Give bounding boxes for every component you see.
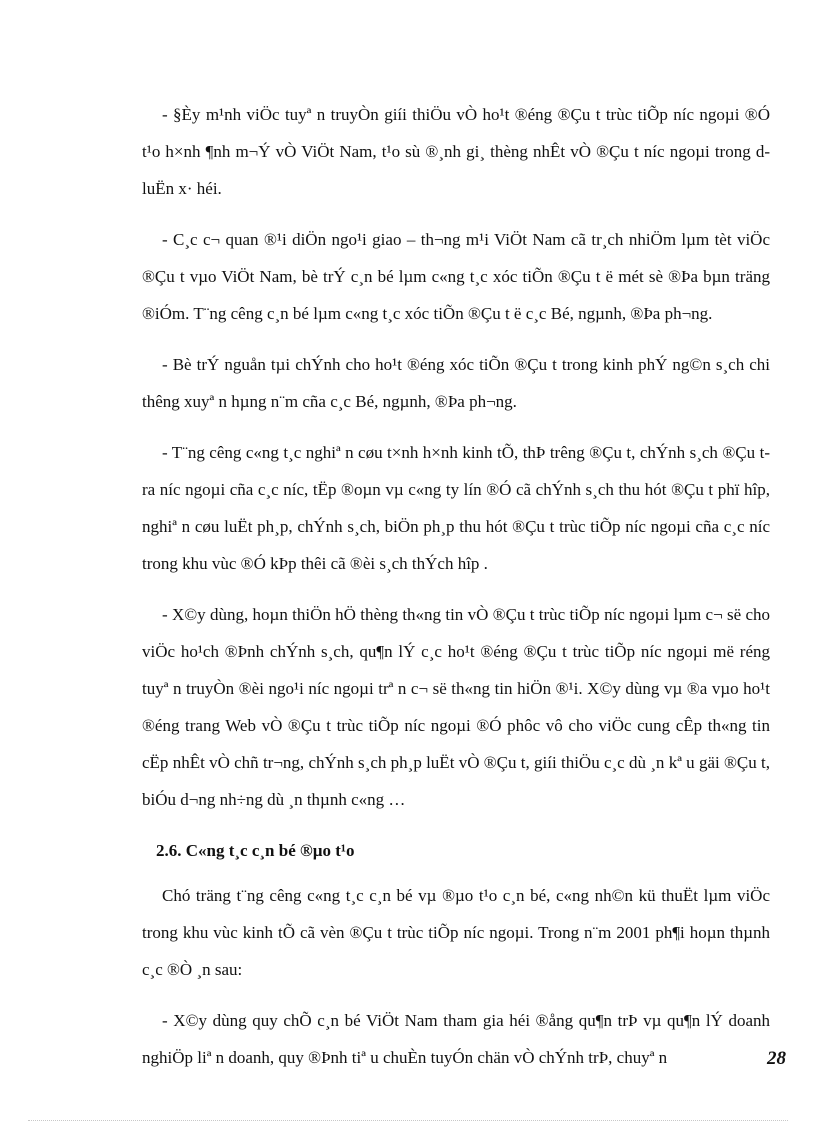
page-bottom-divider [28, 1120, 788, 1121]
section-heading: 2.6. C«ng t¸c c¸n bé ®µo t¹o [156, 841, 355, 860]
body-paragraph-5: - X©y dùng, hoµn thiÖn hÖ thèng th«ng tin vÒ ®Çu t trùc tiÕp níc ngoµi lµm c¬ së cho viÖc ho¹ch ®Þnh chÝnh s¸ch, qu¶n lÝ c¸c ho¹t ®éng ®Çu t trùc tiÕp níc ngoµi më réng tuyª n truyÒn ®èi ngo¹i níc ngoµi trª n c¬ së th«ng tin hiÖn ®¹i. X©y dùng vµ ®a vµo ho¹t ®éng trang Web vÒ ®Çu t trùc tiÕp níc ngoµi ®Ó phôc vô cho viÖc cung cÊp th«ng tin cËp nhÊt vÒ chñ tr¬ng, chÝnh s¸ch ph¸p luËt vÒ ®Çu t, giíi thiÖu c¸c dù ¸n kª u gäi ®Çu t, biÓu d¬ng nh÷ng dù ¸n thµnh c«ng … [142, 605, 770, 809]
page-content [142, 96, 770, 1090]
body-paragraph-2: - C¸c c¬ quan ®¹i diÖn ngo¹i giao – th¬ng m¹i ViÖt Nam cã tr¸ch nhiÖm lµm tèt viÖc ®Çu t vµo ViÖt Nam, bè trÝ c¸n bé lµm c«ng t¸c xóc tiÕn ®Çu t ë mét sè ®Þa bµn träng ®iÓm. T¨ng cêng c¸n bé lµm c«ng t¸c xóc tiÕn ®Çu t ë c¸c Bé, ngµnh, ®Þa ph¬ng. [142, 230, 770, 323]
body-paragraph-3: - Bè trÝ nguån tµi chÝnh cho ho¹t ®éng xóc tiÕn ®Çu t trong kinh phÝ ng©n s¸ch chi thêng xuyª n hµng n¨m cña c¸c Bé, ngµnh, ®Þa ph¬ng. [142, 355, 770, 411]
page-number: 28 [767, 1048, 786, 1069]
section-paragraph-2: - X©y dùng quy chÕ c¸n bé ViÖt Nam tham gia héi ®ång qu¶n trÞ vµ qu¶n lÝ doanh nghiÖp liª n doanh, quy ®Þnh tiª u chuÈn tuyÓn chän vÒ chÝnh trÞ, chuyª n [142, 1011, 770, 1067]
section-paragraph-1: Chó träng t¨ng cêng c«ng t¸c c¸n bé vµ ®µo t¹o c¸n bé, c«ng nh©n kü thuËt lµm viÖc trong khu vùc kinh tÕ cã vèn ®Çu t trùc tiÕp níc ngoµi. Trong n¨m 2001 ph¶i hoµn thµnh c¸c ®Ò ¸n sau: [142, 886, 770, 979]
body-paragraph-4: - T¨ng cêng c«ng t¸c nghiª n cøu t×nh h×nh kinh tÕ, thÞ trêng ®Çu t, chÝnh s¸ch ®Çu t ra níc ngoµi cña c¸c níc, tËp ®oµn vµ c«ng ty lín ®Ó cã chÝnh s¸ch thu hót ®Çu t phï hîp, nghiª n cøu luËt ph¸p, chÝnh s¸ch, biÖn ph¸p thu hót ®Çu t trùc tiÕp níc ngoµi cña c¸c níc trong khu vùc ®Ó kÞp thêi cã ®èi s¸ch thÝch hîp . [142, 443, 770, 573]
body-paragraph-1: - §Èy m¹nh viÖc tuyª n truyÒn giíi thiÖu vÒ ho¹t ®éng ®Çu t trùc tiÕp níc ngoµi ®Ó t¹o h×nh ¶nh m¬Ý vÒ ViÖt Nam, t¹o sù ®¸nh gi¸ thèng nhÊt vÒ ®Çu t níc ngoµi trong d luËn x· héi. [142, 105, 770, 198]
